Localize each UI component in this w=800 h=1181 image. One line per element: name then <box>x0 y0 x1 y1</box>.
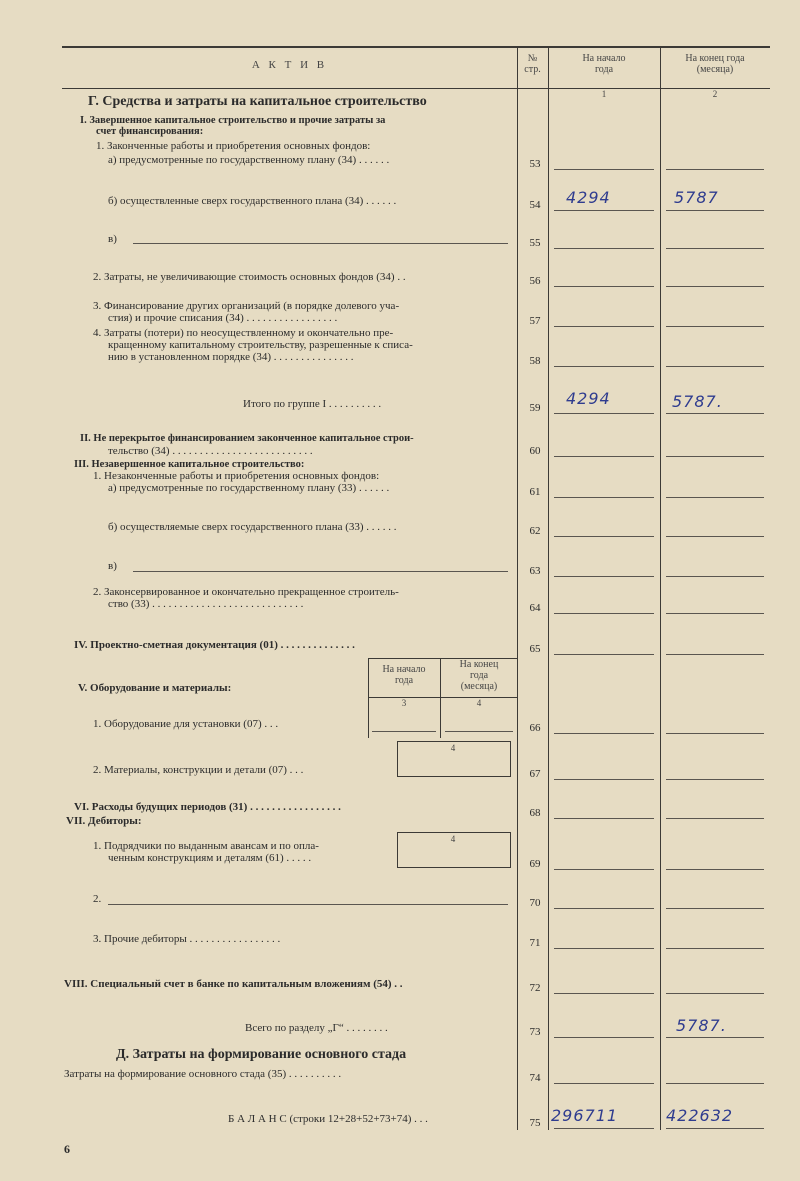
header-no: № стр. <box>524 53 541 75</box>
item-iii-1: 1. Незаконченные работы и приобретения основных фондов: <box>93 470 380 482</box>
value-54-end: 5787 <box>674 188 719 207</box>
answer-line-start <box>554 248 654 249</box>
col-divider-end <box>660 47 661 1130</box>
item-vii-1-2: ченным конструкциям и деталям (61) . . . . . <box>108 852 312 864</box>
answer-line-start <box>554 1083 654 1084</box>
answer-line-end <box>666 576 764 577</box>
blank-line-70 <box>108 904 508 905</box>
value-59-end: 5787. <box>672 392 723 411</box>
answer-line-end <box>666 248 764 249</box>
answer-line-start <box>554 908 654 909</box>
value-59-start: 4294 <box>566 389 611 408</box>
answer-line-start <box>554 366 654 367</box>
item-i-1v: в) <box>108 233 117 245</box>
group-viii-title: VIII. Специальный счет в банке по капитальным вложениям (54) . . <box>64 978 403 990</box>
answer-line-start <box>554 1037 654 1038</box>
answer-line-end <box>666 1128 764 1129</box>
group-iii-title: III. Незавершенное капитальное строительство: <box>74 459 305 470</box>
box-v2-col: 4 <box>450 743 456 753</box>
answer-line-end <box>666 818 764 819</box>
answer-line-end <box>666 366 764 367</box>
row-number: 66 <box>529 722 541 734</box>
answer-line-start <box>554 654 654 655</box>
answer-line-end <box>666 326 764 327</box>
blank-line-63 <box>133 571 508 572</box>
item-vii-3: 3. Прочие дебиторы . . . . . . . . . . . . . . . . . <box>93 933 281 945</box>
answer-line-end <box>666 948 764 949</box>
answer-line-start <box>554 613 654 614</box>
answer-line-start <box>554 210 654 211</box>
col-divider-no <box>517 47 518 1130</box>
answer-line-start <box>554 413 654 414</box>
group-ii-title: II. Не перекрытое финансированием законченное капитальное строи- <box>80 433 414 444</box>
value-75-end: 422632 <box>666 1106 734 1125</box>
answer-line-start <box>554 733 654 734</box>
answer-line-end <box>666 497 764 498</box>
row-number: 75 <box>529 1117 541 1129</box>
item-i-4: 4. Затраты (потери) по неосуществленному и окончательно пре- <box>93 327 394 339</box>
v-start-header: На начало года <box>382 664 426 686</box>
section-g-title: Г. Средства и затраты на капитальное строительство <box>88 94 427 109</box>
group-vi-title: VI. Расходы будущих периодов (31) . . . . . . . . . . . . . . . . . <box>74 801 341 813</box>
row-number: 70 <box>529 897 541 909</box>
group-i-title: I. Завершенное капитальное строительство и прочие затраты за <box>80 115 386 126</box>
answer-line-start <box>554 779 654 780</box>
item-v-2: 2. Материалы, конструкции и детали (07) . . . <box>93 764 304 776</box>
header-start: На начало года <box>582 53 626 75</box>
answer-line-end <box>666 779 764 780</box>
answer-line-end <box>666 413 764 414</box>
answer-line-end <box>666 993 764 994</box>
row-number: 58 <box>529 355 541 367</box>
row-number: 69 <box>529 858 541 870</box>
row-number: 74 <box>529 1072 541 1084</box>
row-number: 65 <box>529 643 541 655</box>
item-v-1: 1. Оборудование для установки (07) . . . <box>93 718 279 730</box>
v-col4: 4 <box>476 698 482 708</box>
row-number: 60 <box>529 445 541 457</box>
row-number: 56 <box>529 275 541 287</box>
answer-line-start <box>554 576 654 577</box>
item-i-4-3: нию в установленном порядке (34) . . . . . . . . . . . . . . . <box>108 351 354 363</box>
header-aktiv: А К Т И В <box>251 59 328 71</box>
item-i-2: 2. Затраты, не увеличивающие стоимость основных фондов (34) . . <box>93 271 406 283</box>
answer-line-start <box>554 286 654 287</box>
row-number: 67 <box>529 768 541 780</box>
answer-line-end <box>666 286 764 287</box>
value-75-start: 296711 <box>551 1106 619 1125</box>
v-end-header: На конец года (месяца) <box>459 659 499 692</box>
group-v-title: V. Оборудование и материалы: <box>78 682 232 694</box>
answer-line-start <box>554 1128 654 1129</box>
answer-line-end <box>666 1037 764 1038</box>
box-vii1-col: 4 <box>450 834 456 844</box>
answer-line-end <box>666 169 764 170</box>
row-number: 62 <box>529 525 541 537</box>
vsego-section-g: Всего по разделу „Г“ . . . . . . . . <box>245 1022 388 1034</box>
answer-line-end <box>666 654 764 655</box>
itogo-group-i: Итого по группе I . . . . . . . . . . <box>243 398 382 410</box>
group-vii-title: VII. Дебиторы: <box>66 815 142 827</box>
header-end: На конец года (месяца) <box>685 53 745 75</box>
item-i-1b: б) осуществленные сверх государственного плана (34) . . . . . . <box>108 195 397 207</box>
item-iii-2: 2. Законсервированное и окончательно прекращенное строитель- <box>93 586 399 598</box>
answer-line-start <box>554 993 654 994</box>
group-i-title-2: счет финансирования: <box>96 126 204 137</box>
col-num-2: 2 <box>712 89 718 99</box>
row-number: 72 <box>529 982 541 994</box>
answer-line-end <box>666 733 764 734</box>
answer-line-start <box>554 456 654 457</box>
answer-line-start <box>554 326 654 327</box>
blank-line-55 <box>133 243 508 244</box>
answer-line-end <box>666 1083 764 1084</box>
answer-line-start <box>554 948 654 949</box>
answer-line-end <box>666 908 764 909</box>
answer-line-start <box>554 818 654 819</box>
row-number: 64 <box>529 602 541 614</box>
answer-line-start <box>554 869 654 870</box>
row-number: 57 <box>529 315 541 327</box>
item-i-4-2: кращенному капитальному строительству, разрешенные к списа- <box>108 339 413 351</box>
page-number: 6 <box>64 1142 70 1156</box>
row-number: 53 <box>529 158 541 170</box>
v1-line-start <box>372 731 436 732</box>
item-iii-1a: а) предусмотренные по государственному плану (33) . . . . . . <box>108 482 390 494</box>
item-i-1: 1. Законченные работы и приобретения основных фондов: <box>96 140 371 152</box>
row-number: 55 <box>529 237 541 249</box>
item-vii-1: 1. Подрядчики по выданным авансам и по опла- <box>93 840 319 852</box>
row-number: 68 <box>529 807 541 819</box>
col-num-1: 1 <box>601 89 607 99</box>
value-73-end: 5787. <box>676 1016 727 1035</box>
answer-line-start <box>554 169 654 170</box>
row-number: 59 <box>529 402 541 414</box>
item-iii-1b: б) осуществляемые сверх государственного плана (33) . . . . . . <box>108 521 397 533</box>
row-number: 54 <box>529 199 541 211</box>
item-i-3-2: стия) и прочие списания (34) . . . . . . . . . . . . . . . . . <box>108 312 338 324</box>
group-iv-title: IV. Проектно-сметная документация (01) . . . . . . . . . . . . . . <box>74 639 355 651</box>
item-i-3: 3. Финансирование других организаций (в порядке долевого уча- <box>93 300 400 312</box>
answer-line-end <box>666 536 764 537</box>
section-d-title: Д. Затраты на формирование основного стада <box>116 1047 407 1062</box>
answer-line-start <box>554 536 654 537</box>
item-vii-2: 2. <box>93 893 102 905</box>
balans-line: Б А Л А Н С (строки 12+28+52+73+74) . . . <box>228 1113 428 1125</box>
row-number: 63 <box>529 565 541 577</box>
item-iii-1v: в) <box>108 560 117 572</box>
answer-line-start <box>554 497 654 498</box>
answer-line-end <box>666 210 764 211</box>
row-number: 73 <box>529 1026 541 1038</box>
row-number: 71 <box>529 937 541 949</box>
item-d-line: Затраты на формирование основного стада (35) . . . . . . . . . . <box>64 1068 342 1080</box>
top-rule <box>62 46 770 48</box>
answer-line-end <box>666 613 764 614</box>
v-col3: 3 <box>401 698 407 708</box>
v1-line-end <box>445 731 513 732</box>
value-54-start: 4294 <box>566 188 611 207</box>
group-ii-title-2: тельство (34) . . . . . . . . . . . . . . . . . . . . . . . . . . <box>108 445 313 457</box>
item-i-1a: а) предусмотренные по государственному плану (34) . . . . . . <box>108 154 390 166</box>
answer-line-end <box>666 869 764 870</box>
answer-line-end <box>666 456 764 457</box>
row-number: 61 <box>529 486 541 498</box>
item-iii-2-2: ство (33) . . . . . . . . . . . . . . . . . . . . . . . . . . . . <box>108 598 304 610</box>
